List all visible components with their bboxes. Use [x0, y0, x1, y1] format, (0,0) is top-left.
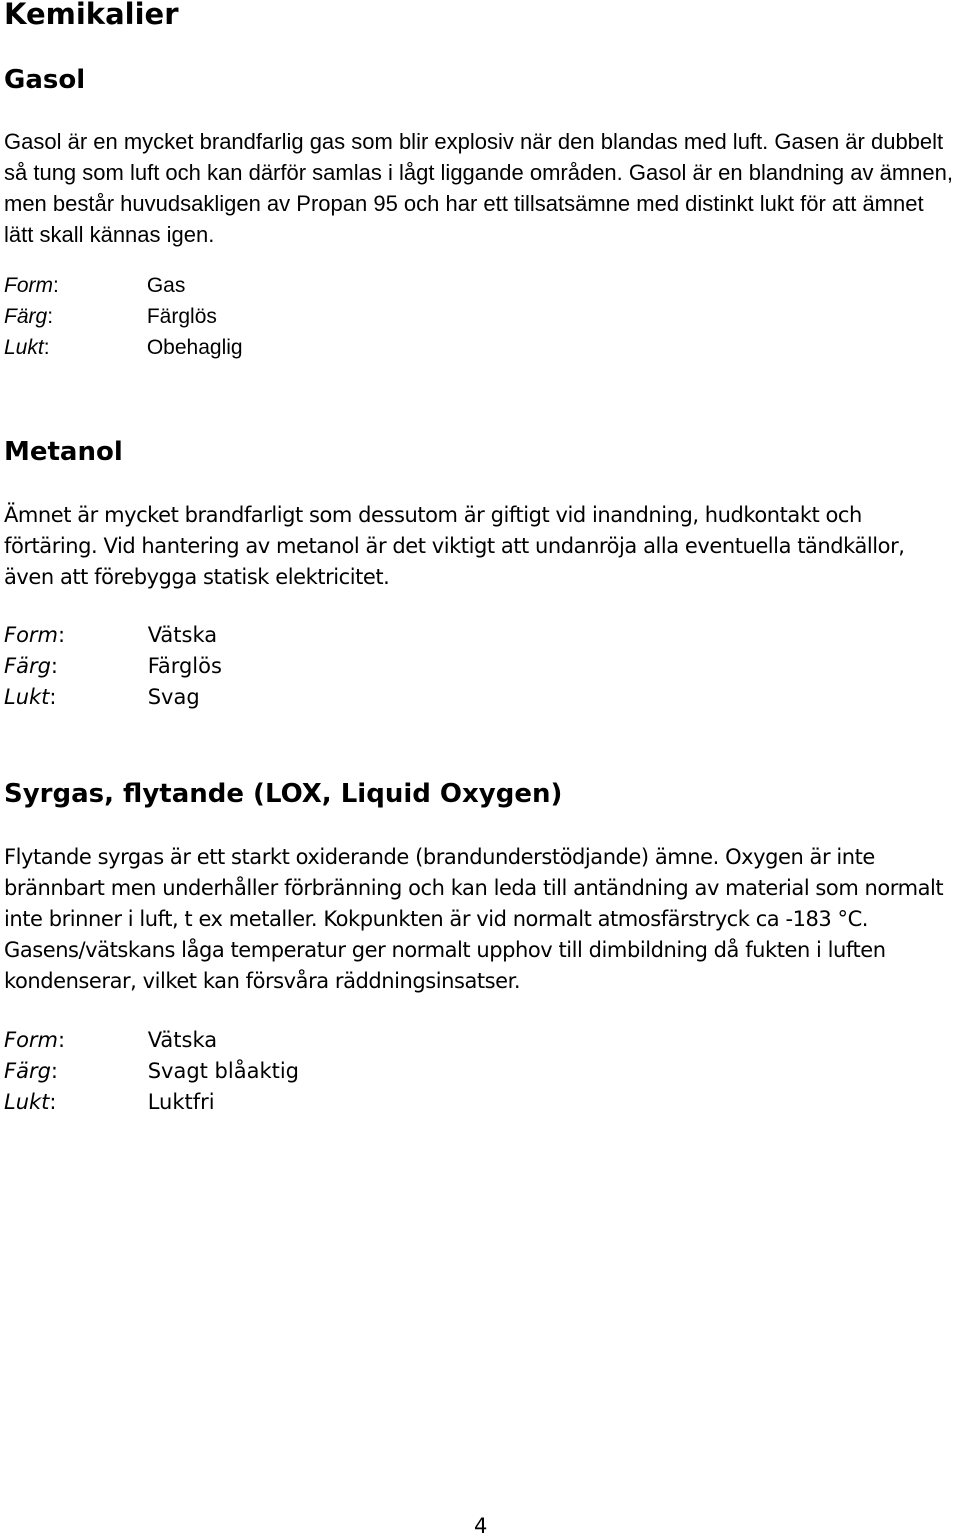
- property-list: [4, 270, 956, 363]
- property-label: Form:: [4, 274, 59, 297]
- property-label: Lukt:: [4, 1090, 57, 1114]
- property-value: Svagt blåaktig: [147, 1059, 300, 1083]
- section-description: Flytande syrgas är ett starkt oxiderande (brandunderstödjande) ämne. Oxygen är inte brännbart men underhåller förbränning och kan leda till antändning av material som normalt inte brinner i luft, t ex metaller. Kokpunkten är vid normalt atmosfärstryck ca -183 °C. Gasens/vätskans låga temperatur ger normalt upphov till dimbildning då fukten i luften kondenserar, vilket kan försvåra räddningsinsatser.: [4, 845, 944, 993]
- property-value: Färglös: [146, 305, 217, 328]
- property-row-farg: [4, 651, 956, 682]
- property-value: Luktfri: [147, 1090, 215, 1114]
- property-row-lukt: [4, 682, 956, 713]
- property-label: Lukt:: [4, 336, 50, 359]
- section-syrgas: [4, 776, 956, 1118]
- document-title: Kemikalier: [4, 0, 179, 31]
- section-gasol: [4, 62, 956, 363]
- property-value: Gas: [146, 274, 186, 297]
- property-label: Färg:: [4, 305, 54, 328]
- section-heading: Gasol: [4, 65, 86, 95]
- property-row-form: [4, 270, 956, 301]
- property-value: Svag: [147, 685, 200, 709]
- property-row-farg: [4, 1056, 956, 1087]
- section-metanol: [4, 434, 956, 713]
- property-label: Form:: [4, 1028, 66, 1052]
- property-list: [4, 1025, 956, 1118]
- property-value: Obehaglig: [146, 336, 243, 359]
- section-heading: Metanol: [4, 437, 123, 467]
- property-row-form: [4, 1025, 956, 1056]
- property-label: Färg:: [4, 654, 58, 678]
- property-row-lukt: [4, 1087, 956, 1118]
- section-description: Ämnet är mycket brandfarligt som dessutom är giftigt vid inandning, hudkontakt och förtäring. Vid hantering av metanol är det viktigt att undanröja alla eventuella tändkällor, även att förebygga statisk elektricitet.: [4, 503, 905, 589]
- page-number: 4: [474, 1514, 488, 1538]
- property-row-form: [4, 620, 956, 651]
- property-value: Vätska: [147, 623, 218, 647]
- section-heading: Syrgas, flytande (LOX, Liquid Oxygen): [4, 779, 563, 809]
- section-description: Gasol är en mycket brandfarlig gas som blir explosiv när den blandas med luft. Gasen är dubbelt så tung som luft och kan därför samlas i lågt liggande områden. Gasol är en blandning av ämnen, men består huvudsakligen av Propan 95 och har ett tillsatsämne med distinkt lukt för att ämnet lätt skall kännas igen.: [4, 129, 953, 247]
- property-list: [4, 620, 956, 713]
- property-value: Färglös: [147, 654, 222, 678]
- property-label: Färg:: [4, 1059, 58, 1083]
- property-label: Form:: [4, 623, 66, 647]
- property-label: Lukt:: [4, 685, 57, 709]
- property-row-farg: [4, 301, 956, 332]
- property-value: Vätska: [147, 1028, 218, 1052]
- property-row-lukt: [4, 332, 956, 363]
